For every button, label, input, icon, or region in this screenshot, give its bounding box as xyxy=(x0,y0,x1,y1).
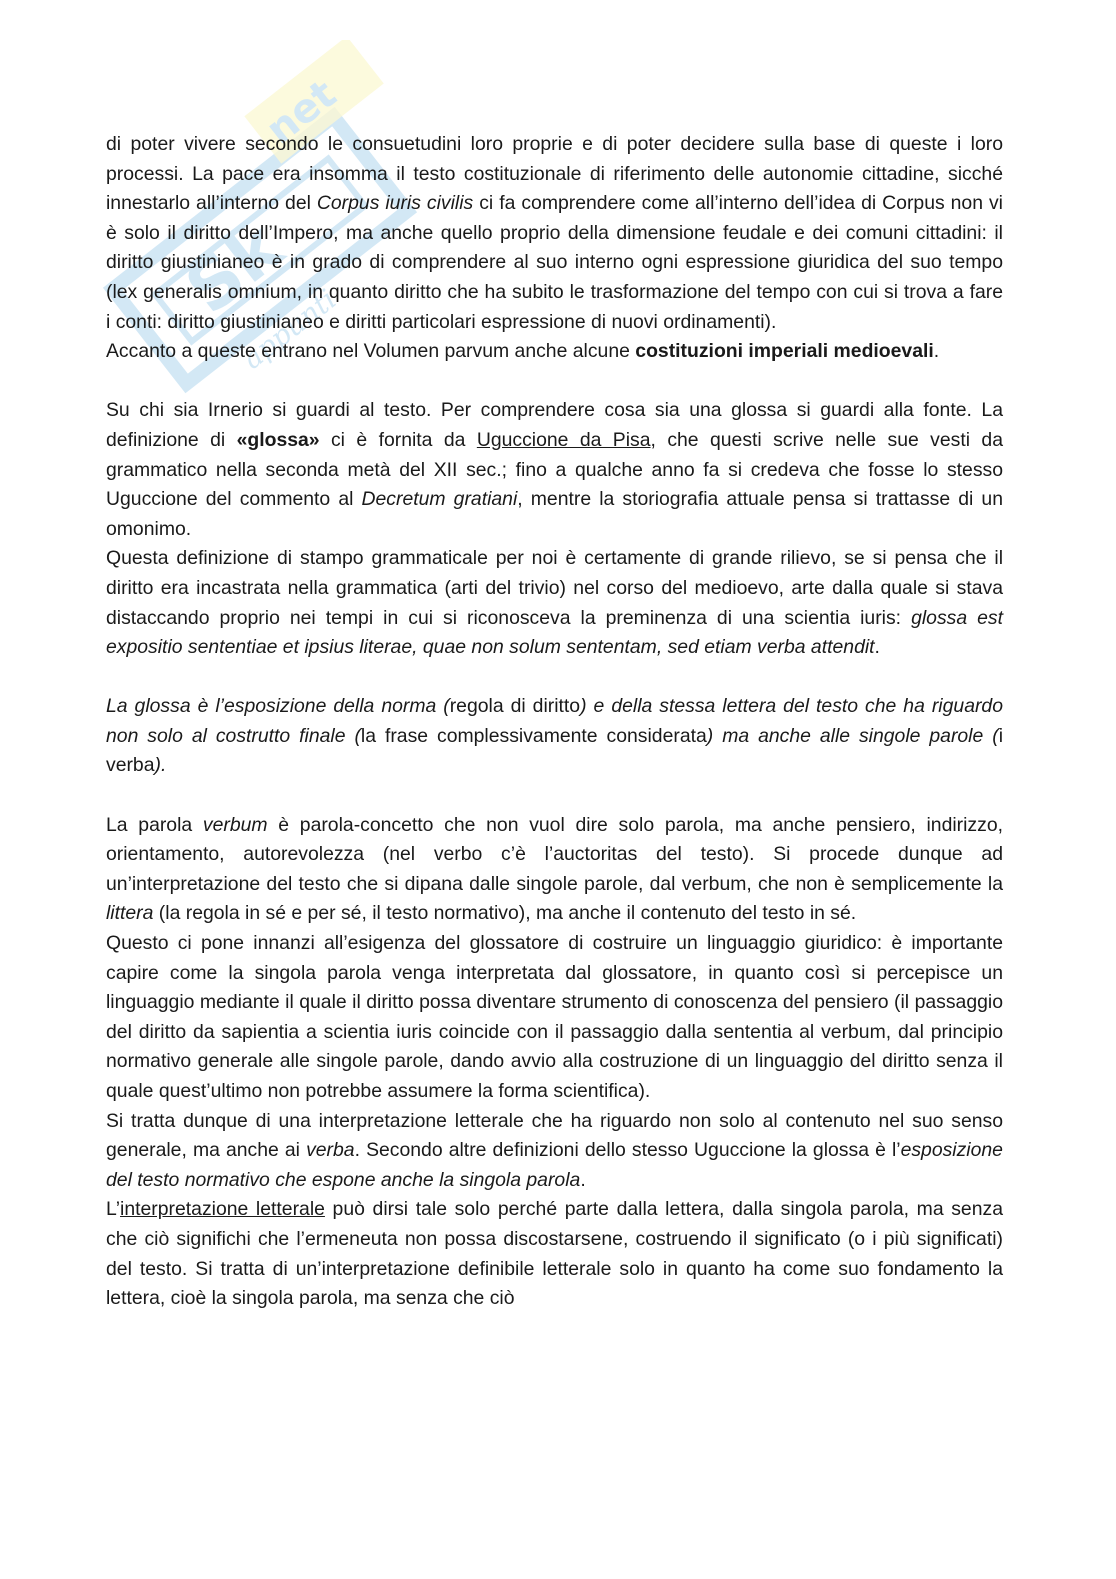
text: ci è fornita da xyxy=(319,428,477,451)
italic-text: verba xyxy=(306,1139,355,1162)
svg-text:Sk: Sk xyxy=(170,205,298,330)
blank-line xyxy=(106,663,1003,693)
italic-text: esposizione del testo normativo che espone anche la singola parola xyxy=(106,1139,1003,1191)
text: La parola xyxy=(106,813,203,836)
paragraph-interpretazione-letterale xyxy=(106,1107,1003,1196)
bold-text: costituzioni imperiali medioevali xyxy=(635,340,934,363)
text: Questa definizione di stampo grammaticale per noi è certamente di grande rilievo, se si pensa che il diritto era incastrata nella grammatica (arti del trivio) nel corso del medioevo, arte dalla quale si stava distaccando proprio nei tempi in cui si riconosceva la preminenza di una scientia iuris: xyxy=(106,547,1003,629)
text: Su chi sia Irnerio si guardi al testo. Per comprendere cosa sia una glossa si guardi alla fonte. La definizione di xyxy=(106,399,1003,451)
text: . Secondo altre definizioni dello stesso Uguccione la glossa è l’ xyxy=(354,1139,901,1162)
blank-line xyxy=(106,367,1003,397)
text: può dirsi tale solo perché parte dalla lettera, dalla singola parola, ma senza che ciò significhi che l’ermeneuta non possa discostarsene, costruendo il significato (o i più significati) del testo. Si tratta di un’interpretazione definibile letterale solo in quanto ha come suo fondamento la lettera, cioè la singola parola, ma senza che ciò xyxy=(106,1198,1003,1310)
text: . xyxy=(874,636,880,659)
italic-text: ). xyxy=(154,754,167,777)
text: , mentre la storiografia attuale pensa si trattasse di un omonimo. xyxy=(106,488,1003,540)
italic-text: verbum xyxy=(202,813,268,836)
text: . xyxy=(933,340,940,363)
text: ci fa comprendere come all’interno dell’idea di Corpus non vi è solo il diritto dell’Impero, ma anche quello proprio della dimensione feudale e dei comuni cittadini: il diritto giustinianeo è in grado di comprendere al suo interno ogni espressione giuridica del suo tempo (lex generalis omnium, in quanto diritto che ha subito le trasformazione del tempo con cui si trova a fare i conti: diritto giustinianeo e diritti particolari espressione di nuovi ordinamenti). xyxy=(106,192,1003,333)
text: di poter vivere secondo le consuetudini loro proprie e di poter decidere sulla base di queste i loro processi. La pace era insomma il testo costituzionale di riferimento delle autonomie cittadine, sicché innestarlo all’interno del xyxy=(106,133,1003,215)
paragraph-linguaggio-giuridico xyxy=(106,929,1003,1107)
italic-text: littera xyxy=(106,902,154,925)
underlined-text: Uguccione da Pisa xyxy=(476,428,651,451)
paragraph-glossa-esposizione xyxy=(106,692,1003,781)
text: Accanto a queste entrano nel Volumen parvum anche alcune xyxy=(106,340,636,363)
text: è parola-concetto che non vuol dire solo parola, ma anche pensiero, indirizzo, orientamento, autorevolezza (nel verbo c’è l’auctoritas del testo). Si procede dunque ad un’interpretazione del testo che si dipana dalle singole parole, dal verbum, che non è semplicemente la xyxy=(106,813,1003,895)
paragraph-volumen-parvum xyxy=(106,337,1003,367)
text: i verba xyxy=(106,724,1003,777)
paragraph-verbum xyxy=(106,811,1003,929)
paragraph-pace-costanza xyxy=(106,130,1003,337)
italic-text: La glossa è l’esposizione della norma ( xyxy=(106,695,450,718)
svg-text:net: net xyxy=(257,71,345,154)
text: . xyxy=(580,1168,586,1191)
underlined-text: interpretazione letterale xyxy=(120,1198,325,1221)
italic-text: ) ma anche alle singole parole ( xyxy=(706,724,999,747)
blank-line xyxy=(106,781,1003,811)
italic-text: ) e della stessa lettera del testo che ha riguardo non solo al costrutto finale ( xyxy=(106,695,1003,747)
italic-text: glossa est expositio sententiae et ipsius literae, quae non solum sententam, sed etiam verba attendit xyxy=(106,606,1003,659)
text: (la regola in sé e per sé, il testo normativo), ma anche il contenuto del testo in sé. xyxy=(153,902,857,925)
text: Si tratta dunque di una interpretazione letterale che ha riguardo non solo al contenuto nel suo senso generale, ma anche ai xyxy=(106,1109,1003,1162)
text: Questo ci pone innanzi all’esigenza del glossatore di costruire un linguaggio giuridico: è importante capire come la singola parola venga interpretata dal glossatore, in quanto così si percepisce un linguaggio mediante il quale il diritto possa diventare strumento di conoscenza del pensiero (il passaggio del diritto da sapientia a scientia iuris coincide con il passaggio dalla sententia al verbum, dal principio normativo generale alle singole parole, dando avvio alla costruzione di un linguaggio del diritto senza il quale quest’ultimo non potrebbe assumere la forma scientifica). xyxy=(106,932,1003,1102)
document-body xyxy=(106,130,1003,1314)
bold-text: «glossa» xyxy=(236,428,320,451)
text: , che questi scrive nelle sue vesti da grammatico nella seconda metà del XII sec.; fino a qualche anno fa si credeva che fosse lo stesso Uguccione del commento al xyxy=(106,428,1003,511)
italic-text: Corpus iuris civilis xyxy=(316,192,474,215)
paragraph-ermeneuta xyxy=(106,1195,1003,1313)
text: regola di diritto xyxy=(449,695,581,718)
svg-text:appunti: appunti xyxy=(236,282,343,376)
italic-text: Decretum gratiani xyxy=(361,488,518,511)
paragraph-definizione-grammaticale xyxy=(106,544,1003,662)
paragraph-irnerio-glossa xyxy=(106,396,1003,544)
text: L’ xyxy=(106,1198,121,1221)
text: la frase complessivamente considerata xyxy=(360,724,707,747)
